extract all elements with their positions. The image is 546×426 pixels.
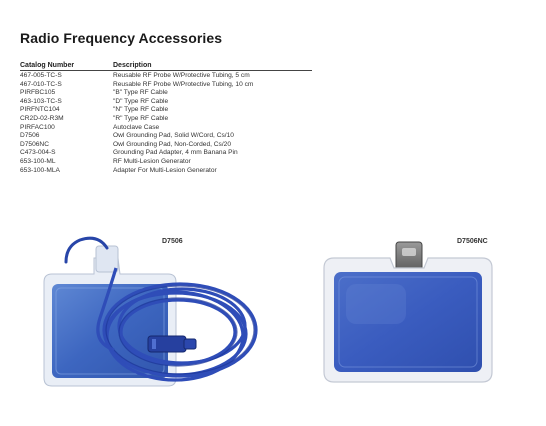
description: Autoclave Case (113, 123, 160, 131)
catalog-number: 467-005-TC-S (20, 72, 62, 79)
description: "B" Type RF Cable (113, 89, 168, 97)
description: "R" Type RF Cable (113, 114, 169, 122)
corded-grounding-pad-image (30, 228, 262, 406)
table-row (20, 81, 312, 90)
catalog-number: C473-004-S (20, 149, 56, 157)
table-row (20, 89, 312, 98)
description: Reusable RF Probe W/Protective Tubing, 10 cm (113, 80, 254, 88)
catalog-number: PIRFNTC104 (20, 106, 60, 114)
figure-label-d7506nc: D7506NC (457, 238, 488, 245)
description: "N" Type RF Cable (113, 106, 169, 114)
table-row (20, 106, 312, 115)
catalog-number: CR2D-02-R3M (20, 114, 64, 122)
catalog-number: D7506 (20, 132, 40, 140)
figure-label-d7506: D7506 (162, 238, 183, 245)
catalog-number: PIRFBC105 (20, 89, 56, 97)
table-row (20, 167, 312, 176)
table-row (20, 158, 312, 167)
description: Grounding Pad Adapter, 4 mm Banana Pin (113, 149, 238, 157)
description: Reusable RF Probe W/Protective Tubing, 5 cm (113, 72, 250, 79)
column-header-catalog-number: Catalog Number (20, 62, 75, 69)
accessories-table (20, 62, 312, 175)
catalog-number: 467-010-TC-S (20, 80, 62, 88)
table-body (20, 71, 312, 175)
table-row (20, 72, 312, 81)
description: Owl Grounding Pad, Solid W/Cord, Cs/10 (113, 132, 234, 140)
table-row (20, 98, 312, 107)
catalog-number: D7506NC (20, 140, 49, 148)
catalog-number: 653-100-ML (20, 157, 56, 165)
table-row (20, 132, 312, 141)
table-row (20, 115, 312, 124)
column-header-description: Description (113, 62, 152, 69)
catalog-number: 463-103-TC-S (20, 97, 62, 105)
page-title: Radio Frequency Accessories (20, 30, 223, 46)
table-header (20, 62, 312, 71)
catalog-number: 653-100-MLA (20, 166, 60, 174)
description: Adapter For Multi-Lesion Generator (113, 166, 217, 174)
description: Owl Grounding Pad, Non-Corded, Cs/20 (113, 140, 232, 148)
non-corded-grounding-pad-image (316, 238, 500, 388)
description: "D" Type RF Cable (113, 97, 169, 105)
table-row (20, 141, 312, 150)
catalog-number: PIRFAC100 (20, 123, 55, 131)
description: RF Multi-Lesion Generator (113, 157, 191, 165)
table-row (20, 124, 312, 133)
table-row (20, 149, 312, 158)
